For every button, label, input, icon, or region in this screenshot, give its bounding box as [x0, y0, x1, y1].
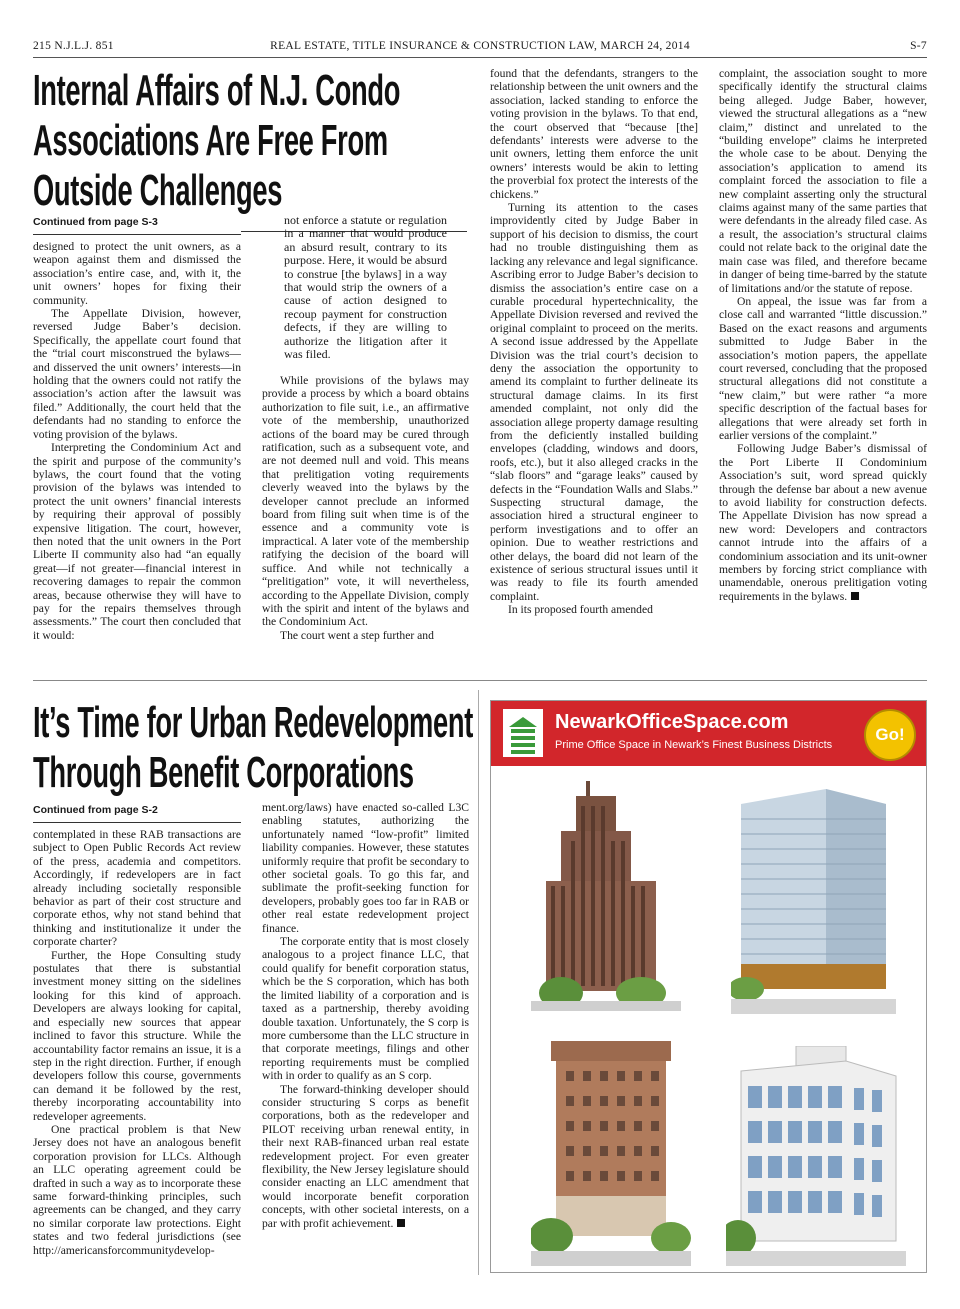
section-title: REAL ESTATE, TITLE INSURANCE & CONSTRUCTION LAW, MARCH 24, 2014 [270, 40, 690, 52]
go-button[interactable]: Go! [864, 709, 916, 761]
column-rule [478, 690, 479, 1275]
building-image [531, 1036, 691, 1266]
continued-label: Continued from page S-3 [33, 216, 241, 235]
page-header [33, 40, 927, 58]
ad-title: NewarkOfficeSpace.com [555, 711, 789, 733]
end-mark [851, 592, 859, 600]
paragraph: The Appellate Division, however, reversed Judge Baber’s decision. Specifically, the appellate court found that the “trial court misconstrued the bylaws—and disserved the unit owners’ interests—in holding that the owners could not ratify the association’s action after the lawsuit was filed.” Additionally, the court held that the defendants had no standing to enforce the voting provision of the bylaws. [33, 307, 241, 441]
paragraph: designed to protect the unit owners, as a weapon against them and dismissed the association’s entire case, and, with it, the unit owners’ hopes for fixing their community. [33, 240, 241, 307]
paragraph: The corporate entity that is most closely analogous to a project finance LLC, that could qualify for benefit corporation status, which be the S corporation, which has both the limited liability of a corporation and is taxed as a partnership, thereby avoiding double taxation. Unfortunately, the S corp is more cumbersome than the LLC structure in that corporate meetings, filings and other reporting requirements must be complied with in order to qualify as an S corp. [262, 935, 469, 1083]
building-logo-icon [503, 709, 543, 757]
article1-column-2 [262, 374, 469, 670]
paragraph: In its proposed fourth amended [508, 603, 653, 617]
article1-column-3 [490, 67, 698, 670]
headline-line: Through Benefit Corporations [33, 748, 414, 797]
end-mark [397, 1219, 405, 1227]
section-divider [33, 680, 927, 681]
article2-column-2 [262, 801, 469, 1273]
paragraph: While provisions of the bylaws may provide a process by which a board obtains authorization to file suit, i.e., an affirmative vote of the membership, unauthorized actions of the board may be cured through ratification, such as a subsequent vote, and are not deemed null and void. This means that prelitigation voting requirements cleverly weaved into the bylaws by the developer cannot preclude an informed board from filing suit when time is of the essence and a community vote is impractical. A later vote of the membership ratifying the decision of the board will suffice. And while not technically a “prelitigation” vote, it will nevertheless, according to the Appellate Division, comply with the spirit and intent of the bylaws and the Condominium Act. [262, 374, 469, 629]
paragraph: Turning its attention to the cases improvidently cited by Judge Baber in support of his decision to dismiss, the court had no trouble distinguishing them as lacking any relevance and legal significance. Ascribing error to Judge Baber’s decision to dismiss the association’s entire case on a curable procedural hypertechnicality, the Appellate Division reversed and revived the original complaint to proceed on the merits. A second issue addressed by the Appellate Division was the trial court’s decision to deny the association the opportunity to amend its complaint to further delineate its structural damage claims. In its first amended complaint, not only did the association allege property damage resulting from the deficiently installed building envelopes (cladding, windows and doors, roofs, etc.), but it also alleged cracks in the “slab floors” and “garage leaks” caused by defects in the “Foundation Walls and Slabs.” Suspecting structural damage, the association hired a structural engineer to perform investigations and to offer an opinion. Due to weather restrictions and other delays, the board did not learn of the existence of serious structural issues until it was ready to file its fourth amended complaint. [490, 201, 698, 603]
headline-line: Outside Challenges [33, 166, 283, 215]
paragraph: Further, the Hope Consulting study postulates that there is substantial investment money sitting on the sidelines looking for this kind of approach. Developers are always looking for capital, and especially new sources that appear inclined to favor this structure. While the accountability factor remains an issue, it is a step in the right direction. Further, if enough developers follow this course, governments can demand it be followed by the rest, thereby incorporating accountability into redeveloper agreements. [33, 948, 241, 1123]
paragraph: One practical problem is that New Jersey does not have an analogous benefit corporation provision for LLCs. Although an LLC operating agreement could be drafted in such a way as to incorporate these same forward-thinking principles, such agreements can be changed, and they carry no similar corporate law protections. Eight states and two federal jurisdictions (see http://americansforcommunitydevelop- [33, 1122, 241, 1257]
article1-headline [33, 66, 400, 216]
paragraph: found that the defendants, strangers to the relationship between the unit owners and the association, lacked standing to enforce the voting provision in the bylaws. To that end, the court observed that “because [the] defendants’ interests were adverse to the unit owners, letting them enforce the unit owners’ interests would be akin to letting the proverbial fox protect the interests of the chickens.” [490, 67, 698, 201]
continued-label: Continued from page S-2 [33, 804, 241, 823]
citation: 215 N.J.L.J. 851 [33, 40, 114, 52]
paragraph: The court went a step further and [280, 628, 434, 642]
article1-column-1 [33, 240, 241, 670]
paragraph: contemplated in these RAB transactions are subject to Open Public Records Act review of the press, academia and competitors. Accordingly, if redevelopers are in fact already including societally responsible behavior as part of their cost structure and corporate ethos, why not stand behind that thinking and institutionalize it under the corporate charter? [33, 828, 241, 949]
headline-line: Internal Affairs of N.J. Condo [33, 66, 401, 115]
page-number: S-7 [910, 40, 927, 52]
block-quote: not enforce a statute or regulation in a manner that would produce an absurd result, contrary to its purpose. Here, it would be absurd to construe [the bylaws] in a way that would strip the owners of a cause of action designed to recoup payment for construction defects, if they are willing to authorize the litigation after it was filed. [284, 213, 447, 362]
ad-banner[interactable] [491, 701, 926, 766]
paragraph: Interpreting the Condominium Act and the spirit and purpose of the community’s bylaws, the court found that the voting provision of the bylaws was intended to protect the unit owners’ financial interests by requiring their approval of possibly expensive litigation. The court, however, then noted that the unit owners in the Port Liberte II community also had “an equally great—if not greater—financial interest in recovering damages to repair the common areas, because otherwise they will have to pay for the repairs themselves through assessments.” The court then concluded that it would: [33, 441, 241, 642]
building-image [531, 781, 681, 1011]
paragraph: On appeal, the issue was far from a close call and warranted “little discussion.” Based on the exact reasons and arguments submitted to Judge Baber in the association’s motion papers, the appellate court reversed, concluding that the proposed structural allegations did not constitute a “new claim,” but were rather “a more specific description of the factual bases for allegations that were already set forth in earlier versions of the complaint.” [719, 294, 927, 442]
building-image [731, 789, 896, 1014]
paragraph: Following Judge Baber’s dismissal of the Port Liberte II Condominium Association’s suit, word spread quickly through the defense bar about a new avenue to avoid liability for construction defects. The Appellate Division has now spread a new word: Developers and contractors cannot intrude into the affairs of a condominium association and its unit-owner members by forcing strict compliance with unamendable, onerous prelitigation voting requirements in the bylaws. [719, 442, 927, 603]
ad-subtitle: Prime Office Space in Newark’s Finest Business Districts [555, 739, 833, 751]
headline-line: Associations Are Free From [33, 116, 388, 165]
article1-column-4 [719, 67, 927, 670]
paragraph: complaint, the association sought to more specifically identify the structural claims being alleged. Judge Baber, however, viewed the structural allegations as a “new claim,” distinct and unrelated to the “building envelope” claims he interpreted the whole case to be about. Denying the association’s application to amend its complaint forced the association to file a new complaint asserting only the structural claims against many of the same parties that were defendants in the already filed case. As a result, the association’s structural claims could not relate back to the original date the main case was filed, and therefore became in danger of being time-barred by the statute of limitations and/or the statute of repose. [719, 67, 927, 295]
advertisement[interactable] [490, 700, 927, 1273]
paragraph: The forward-thinking developer should consider structuring S corps as benefit corporations, both as the redeveloper and PILOT receiving urban renewal entity, in their next RAB-financed urban real estate redevelopment project. For even greater flexibility, the New Jersey legislature should consider enacting an LLC amendment that would incorporate benefit corporation concepts, with other societal interests, on a par with profit achievement. [262, 1082, 469, 1230]
paragraph: ment.org/laws) have enacted so-called L3C enabling statutes, authorizing the unfortunately named “low-profit” limited liability companies. However, these statutes uniformly require that profit be secondary to other societal goals. To go this far, and sublimate the profit-seeking function for developers, probably goes too far in RAB or other real estate redevelopment project finance. [262, 801, 469, 935]
article2-column-1 [33, 828, 241, 1273]
headline-line: It’s Time for Urban Redevelopment [33, 698, 473, 747]
article2-headline [33, 698, 473, 798]
building-image [726, 1046, 906, 1266]
